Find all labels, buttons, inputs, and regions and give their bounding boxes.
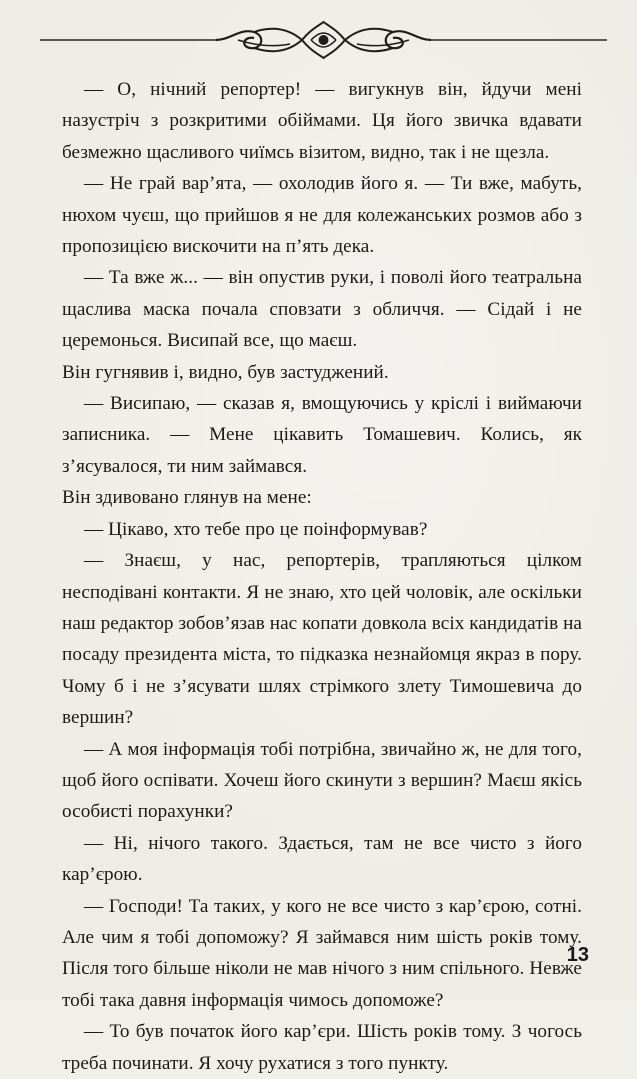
paragraph: Він здивовано глянув на мене:: [62, 487, 312, 509]
paragraph: — Господи! Та таких, у кого не все чисто з кар’єрою, сотні. Але чим я тобі допоможу? Я займався ним шість років тому. Після того більше ніколи не мав нічого з ним спільного. Невже тобі така давня інформація чимось допоможе?: [62, 895, 582, 1011]
flourish-ornament-icon: [40, 18, 607, 62]
page-number: 13: [566, 944, 589, 966]
paragraph: — Не грай вар’ята, — охолодив його я. — Ти вже, мабуть, нюхом чуєш, що прийшов я не для колежанських розмов або з пропозицією вискочити на п’ять дека.: [62, 173, 582, 258]
paragraph: — Ні, нічого такого. Здається, там не все чисто з його кар’єрою.: [62, 832, 582, 886]
paragraph: — Та вже ж... — він опустив руки, і поволі його театральна щаслива маска почала сповзати з обличчя. — Сідай і не церемонься. Висипай все, що маєш.: [62, 267, 582, 352]
paragraph: Він гугнявив і, видно, був застуджений.: [62, 361, 389, 383]
paragraph: — О, нічний репортер! — вигукнув він, йдучи мені назустріч з розкритими обіймами. Ця його звичка вдавати безмежно щасливого чиїмсь візитом, видно, так і не щезла.: [62, 79, 582, 163]
paragraph: — Висипаю, — сказав я, вмощуючись у кріслі і виймаючи записника. — Мене цікавить Томашевич. Колись, як з’ясувалося, ти ним займався.: [62, 393, 582, 477]
paragraph: — Знаєш, у нас, репортерів, трапляються цілком несподівані контакти. Я не знаю, хто цей чоловік, але оскільки наш редактор зобов’язав нас копати довкола всіх кандидатів на посаду президента міста, то підказка незнайомця якраз в пору. Чому б і не з’ясувати шлях стрімкого злету Тимошевича до вершин?: [62, 550, 582, 729]
paragraph: — То був початок його кар’єри. Шість років тому. З чогось треба починати. Я хочу рухатися з того пункту.: [62, 1021, 582, 1074]
paragraph: — А моя інформація тобі потрібна, звичайно ж, не для того, щоб його оспівати. Хочеш його скинути з вершин? Маєш якісь особисті порахунки?: [62, 738, 582, 823]
paragraph: — Цікаво, хто тебе про це поінформував?: [84, 518, 428, 540]
body-text: [62, 74, 582, 1079]
